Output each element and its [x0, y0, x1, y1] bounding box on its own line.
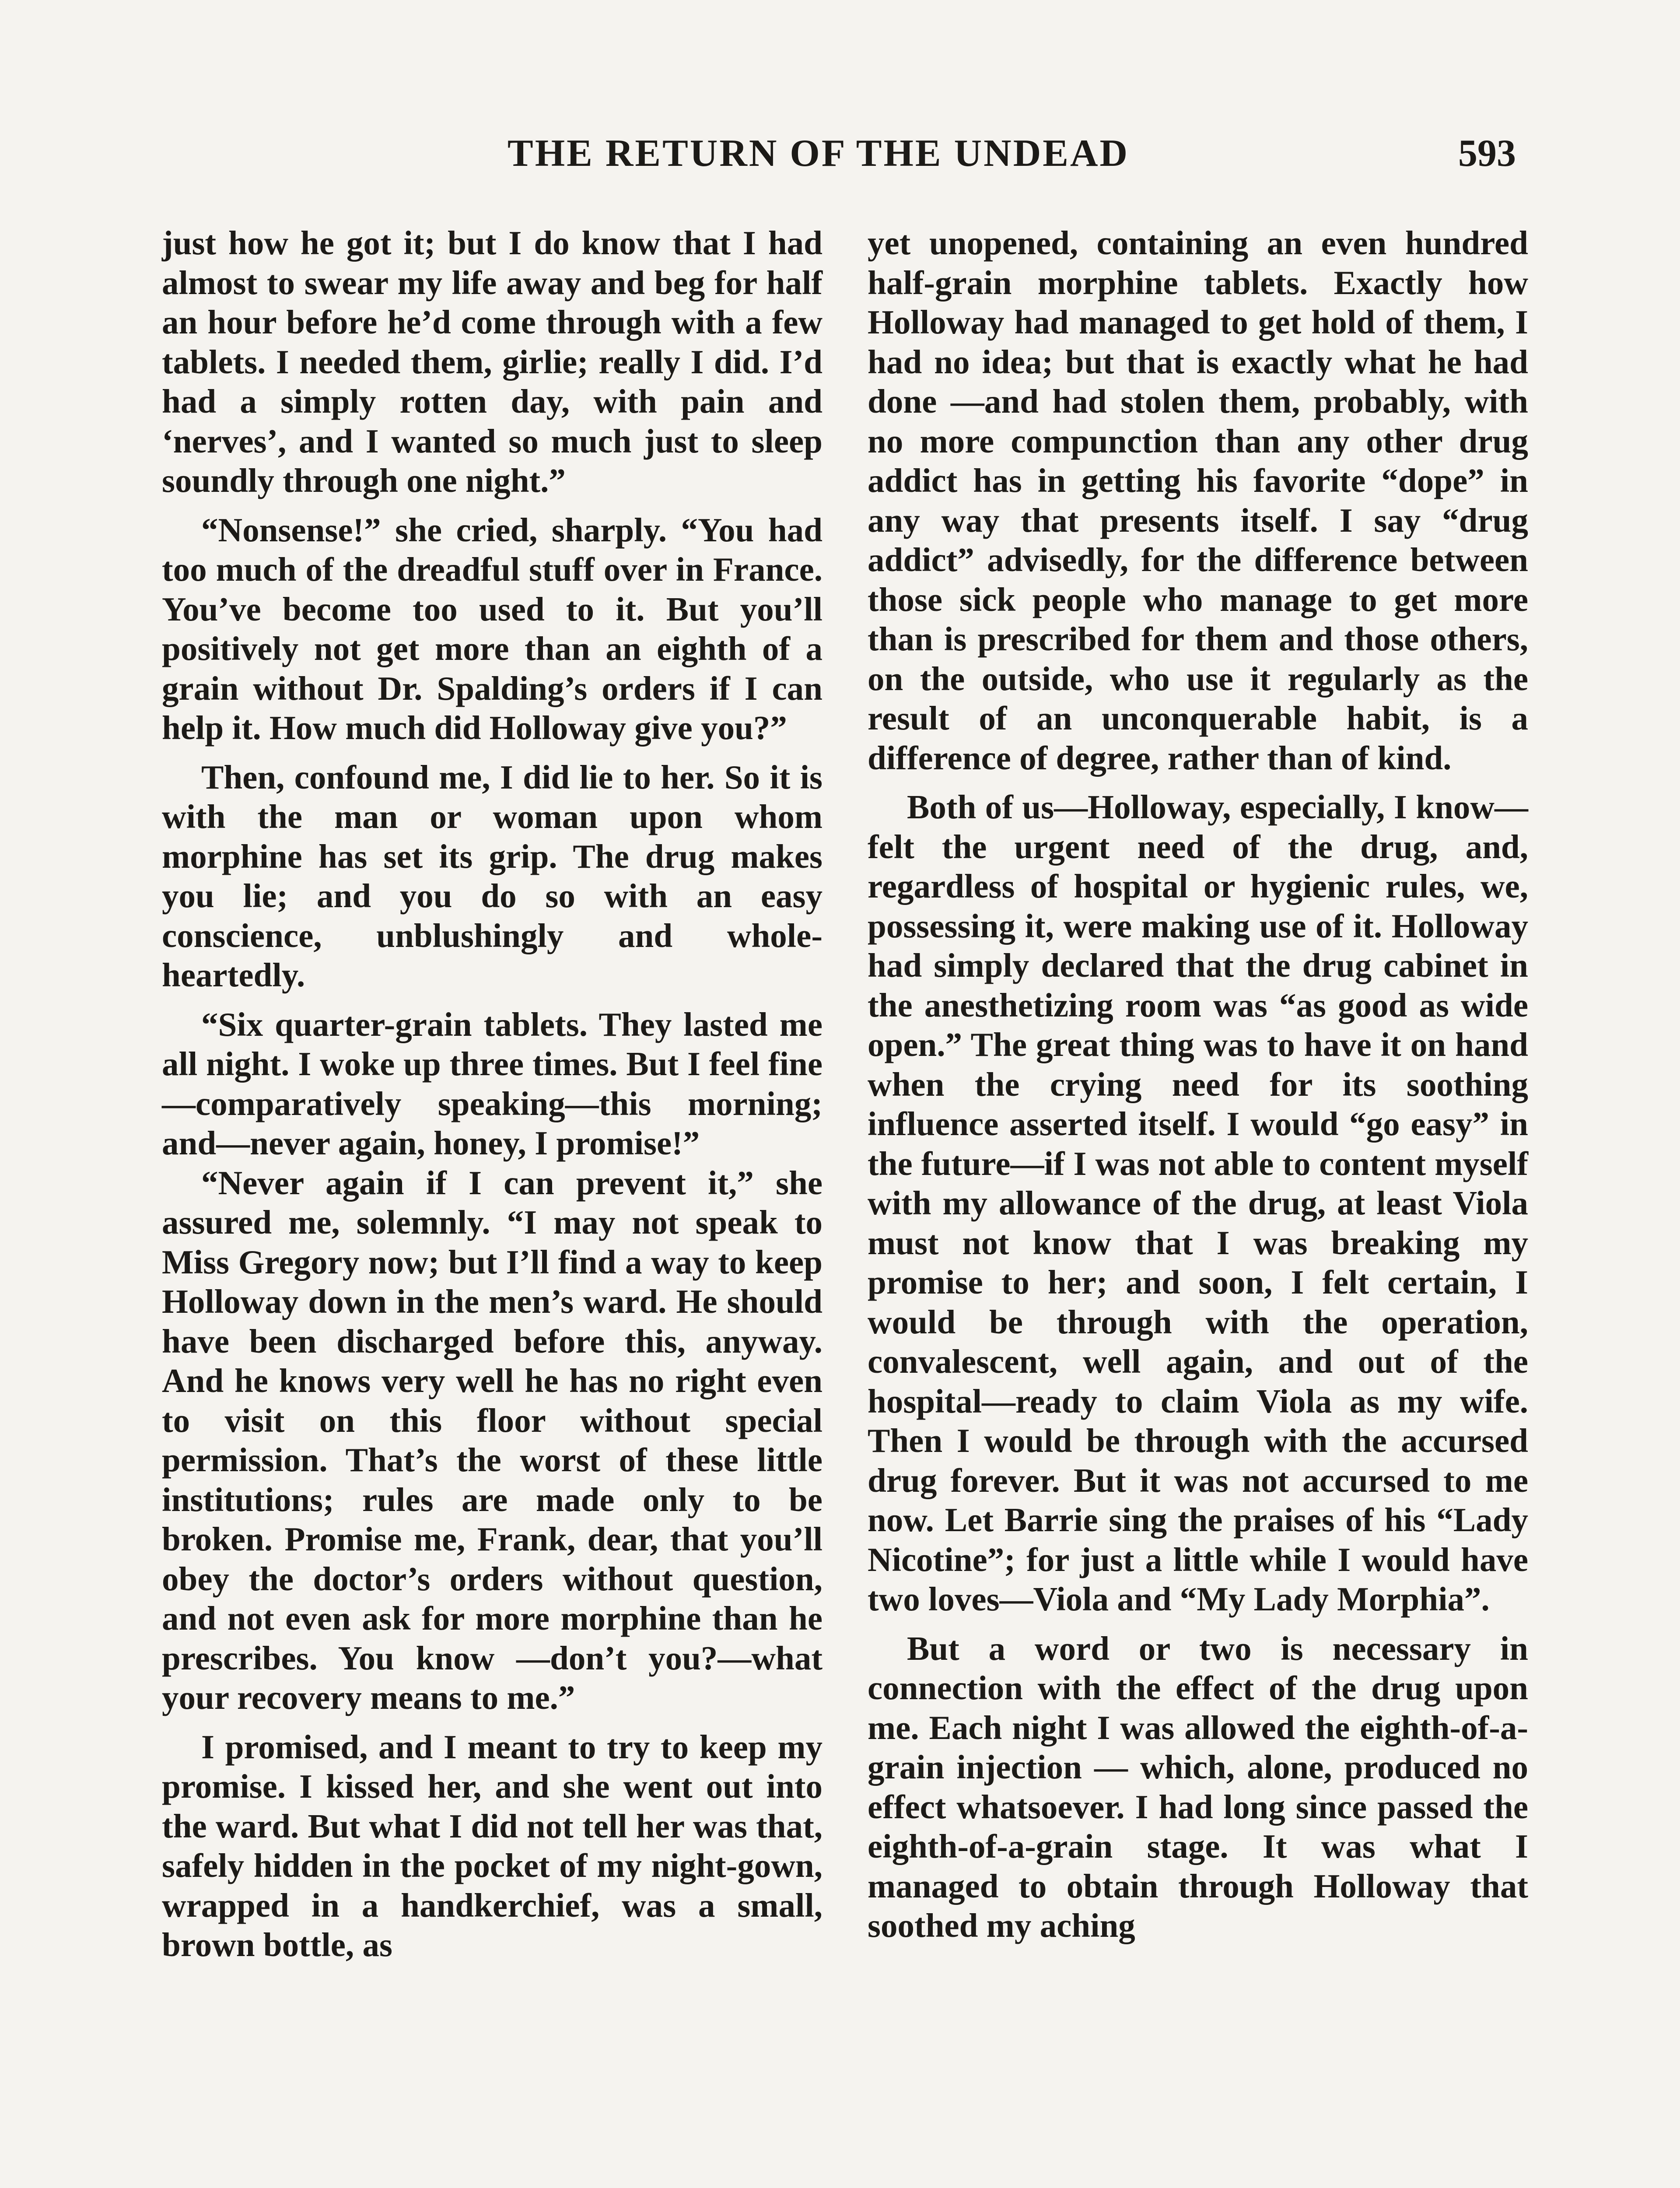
left-column	[162, 223, 822, 1965]
paragraph: But a word or two is necessary in connection with the effect of the drug upon me. Each night I was allowed the eighth-of-a-grain injection — which, alone, produced no effect whatsoever. I had long since passed the eighth-of-a-grain stage. It was what I managed to obtain through Holloway that soothed my aching	[868, 1629, 1528, 1944]
paragraph: just how he got it; but I do know that I had almost to swear my life away and beg for half an hour before he’d come through with a few tablets. I needed them, girlie; really I did. I’d had a simply rotten day, with pain and ‘nerves’, and I wanted so much just to sleep soundly through one night.”	[162, 224, 822, 499]
paragraph: I promised, and I meant to try to keep my promise. I kissed her, and she went out into the ward. But what I did not tell her was that, safely hidden in the pocket of my night-gown, wrapped in a handkerchief, was a small, brown bottle, as	[162, 1728, 822, 1964]
running-title: THE RETURN OF THE UNDEAD	[508, 132, 1130, 175]
paragraph: Then, confound me, I did lie to her. So it is with the man or woman upon whom morphine has set its grip. The drug makes you lie; and you do so with an easy conscience, unblushingly and whole-heartedly.	[162, 758, 822, 994]
page-number: 593	[1458, 132, 1516, 175]
paragraph: Both of us—Holloway, especially, I know—felt the urgent need of the drug, and, regardless of hospital or hygienic rules, we, possessing it, were making use of it. Holloway had simply declared that the drug cabinet in the anesthetizing room was “as good as wide open.” The great thing was to have it on hand when the crying need for its soothing influence asserted itself. I would “go easy” in the future—if I was not able to content myself with my allowance of the drug, at least Viola must not know that I was breaking my promise to her; and soon, I felt certain, I would be through with the operation, convalescent, well again, and out of the hospital—ready to claim Viola as my wife. Then I would be through with the accursed drug forever. But it was not accursed to me now. Let Barrie sing the praises of his “Lady Nicotine”; for just a little while I would have two loves—Viola and “My Lady Morphia”.	[868, 788, 1528, 1618]
paragraph: yet unopened, containing an even hundred half-grain morphine tablets. Exactly how Holloway had managed to get hold of them, I had no idea; but that is exactly what he had done —and had stolen them, probably, with no more compunction than any other drug addict has in getting his favorite “dope” in any way that presents itself. I say “drug addict” advisedly, for the difference between those sick people who manage to get more than is prescribed for them and those others, on the outside, who use it regularly as the result of an unconquerable habit, is a difference of degree, rather than of kind.	[868, 224, 1528, 777]
paragraph: “Nonsense!” she cried, sharply. “You had too much of the dreadful stuff over in France. You’ve become too used to it. But you’ll positively not get more than an eighth of a grain without Dr. Spalding’s orders if I can help it. How much did Holloway give you?”	[162, 511, 822, 747]
paragraph: “Never again if I can prevent it,” she assured me, solemnly. “I may not speak to Miss Gregory now; but I’ll find a way to keep Holloway down in the men’s ward. He should have been discharged before this, anyway. And he knows very well he has no right even to visit on this floor without special permission. That’s the worst of these little institutions; rules are made only to be broken. Promise me, Frank, dear, that you’ll obey the doctor’s orders without question, and not even ask for more morphine than he prescribes. You know —don’t you?—what your recovery means to me.”	[162, 1164, 822, 1716]
paragraph: “Six quarter-grain tablets. They lasted me all night. I woke up three times. But I feel fine—comparatively speaking—this morning; and—never again, honey, I promise!”	[162, 1005, 822, 1162]
right-column	[868, 223, 1528, 1946]
